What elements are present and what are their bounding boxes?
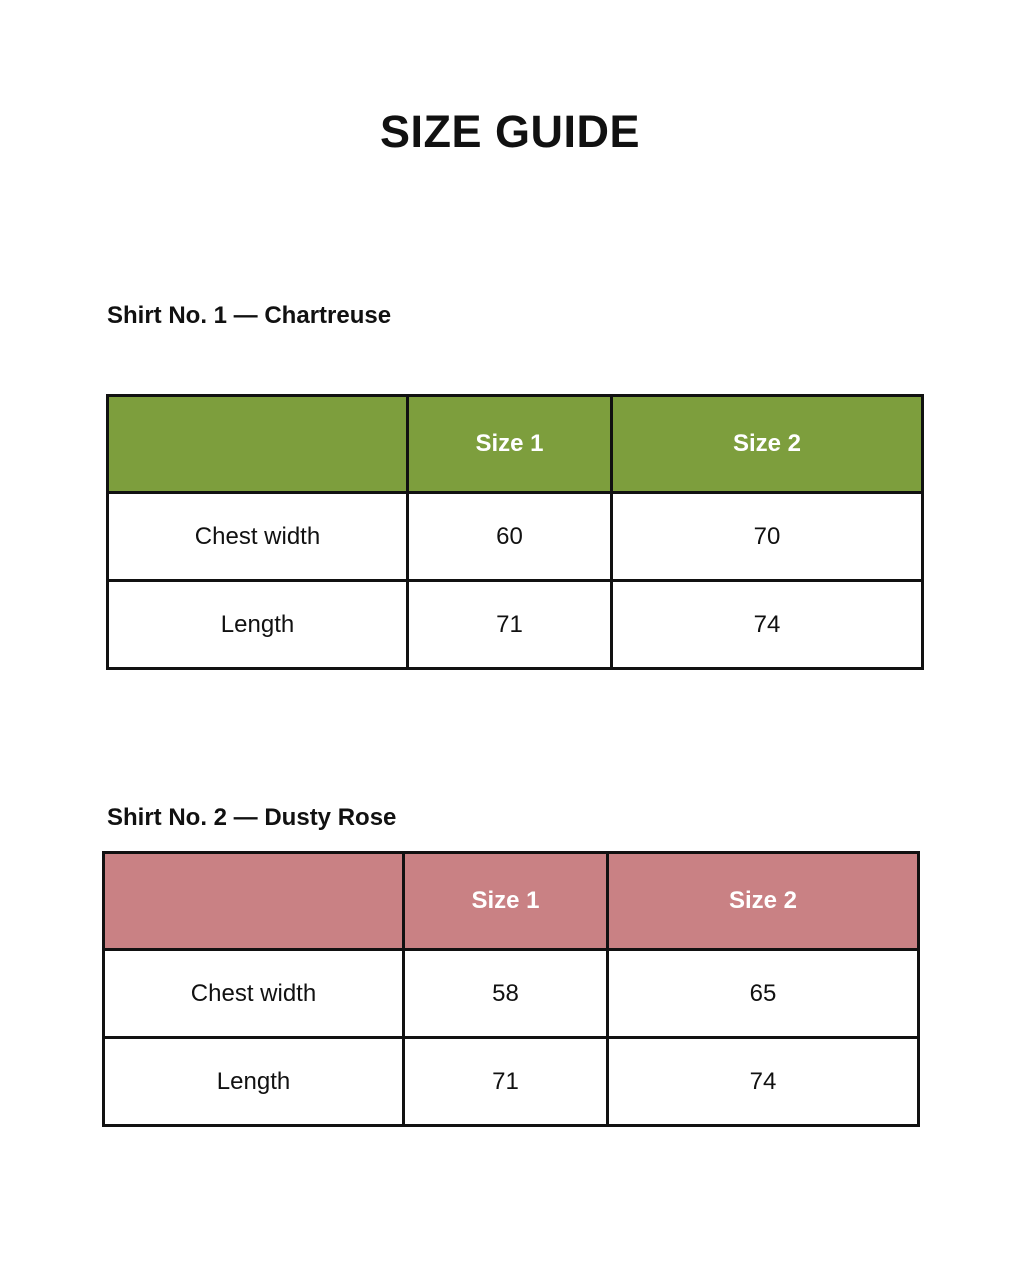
row-label: Chest width [108,493,408,581]
header-cell-empty [108,396,408,493]
table-header-row [104,853,919,950]
table-row [104,1038,919,1126]
shirt-2-size-table [102,851,920,1127]
shirt-1-size-table [106,394,924,670]
row-label: Length [104,1038,404,1126]
shirt-2-title: Shirt No. 2 — Dusty Rose [107,804,397,831]
table-cell: 58 [404,950,608,1038]
table-cell: 60 [408,493,612,581]
header-cell-size-2: Size 2 [612,396,923,493]
header-cell-size-1: Size 1 [404,853,608,950]
page-title: SIZE GUIDE [379,106,641,157]
table-row [108,581,923,669]
table-cell: 74 [612,581,923,669]
header-cell-empty [104,853,404,950]
table-cell: 71 [404,1038,608,1126]
table-header-row [108,396,923,493]
header-cell-size-2: Size 2 [608,853,919,950]
row-label: Chest width [104,950,404,1038]
shirt-1-title: Shirt No. 1 — Chartreuse [107,302,392,329]
table-row [108,493,923,581]
table-row [104,950,919,1038]
table-cell: 71 [408,581,612,669]
table-cell: 70 [612,493,923,581]
header-cell-size-1: Size 1 [408,396,612,493]
table-cell: 74 [608,1038,919,1126]
table-cell: 65 [608,950,919,1038]
row-label: Length [108,581,408,669]
